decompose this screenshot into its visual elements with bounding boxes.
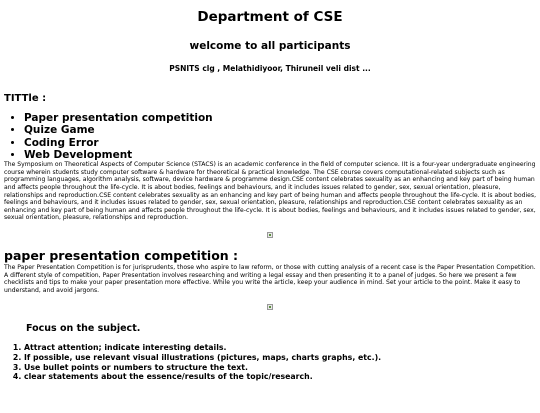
section-heading-paper-presentation: paper presentation competition : [4, 247, 239, 263]
focus-list [4, 343, 536, 381]
list-item: • Paper presentation competition [24, 112, 536, 124]
broken-image-icon [267, 304, 273, 310]
paper-presentation-paragraph: The Paper Presentation Competition is for jurisprudents, those who aspire to law reform, or those with cutting analysis of a recent case is the Paper Presentation Competition. A different style of competition, Paper Presentation involves researching and writing a legal essay and then presenting it to a panel of judges. So here we present a few checklists and tips to make your paper presentation more effective. While you write the article, keep your audience in mind. Set your article to the point. Make it easy to understand, and avoid jargons. [4, 263, 536, 294]
list-item: 2. If possible, use relevant visual illustrations (pictures, maps, charts graphs, etc.). [24, 353, 536, 363]
list-item: • Coding Error [24, 137, 536, 149]
list-item: 3. Use bullet points or numbers to structure the text. [24, 363, 536, 373]
page [0, 8, 540, 382]
welcome-heading: welcome to all participants [189, 40, 351, 52]
broken-image-icon [267, 232, 273, 238]
events-list [4, 112, 536, 161]
list-item: • Quize Game [24, 124, 536, 136]
list-item: • Web Development [24, 149, 536, 161]
intro-paragraph: The Symposium on Theoretical Aspects of Computer Science (STACS) is an academic conference in the field of computer science. IIt is a four-year undergraduate engineering course wherein students study computer software & hardware for theoretical & practical knowledge. The CSE course covers computational-related subjects such as programming languages, algorithm analysis, software, device hardware & programme design.CSE content celebrates sexuality as an enhancing and key part of being human and affects people throughout the life-cycle. It is about bodies, feelings and behaviours, and it includes issues related to gender, sex, sexual orientation, pleasure, relationships and reproduction.CSE content celebrates sexuality as an enhancing and key part of being human and affects people throughout the life-cycle. It is about bodies, feelings and behaviours, and it includes issues related to gender, sex, sexual orientation, pleasure, relationships and reproduction.CSE content celebrates sexuality as an enhancing and key part of being human and affects people throughout the life-cycle. It is about bodies, feelings and behaviours, and it includes issues related to gender, sex, sexual orientation, pleasure, relationships and reproduction. [4, 161, 537, 222]
college-heading: PSNITS clg , Melathidiyoor, Thiruneil veli dist ... [169, 64, 371, 73]
list-item: 1. Attract attention; indicate interesting details. [24, 343, 536, 353]
focus-heading: Focus on the subject. [26, 323, 141, 335]
title-label: TITTle : [4, 93, 47, 104]
page-title: Department of CSE [197, 9, 343, 25]
list-item: 4. clear statements about the essence/results of the topic/research. [24, 372, 536, 382]
